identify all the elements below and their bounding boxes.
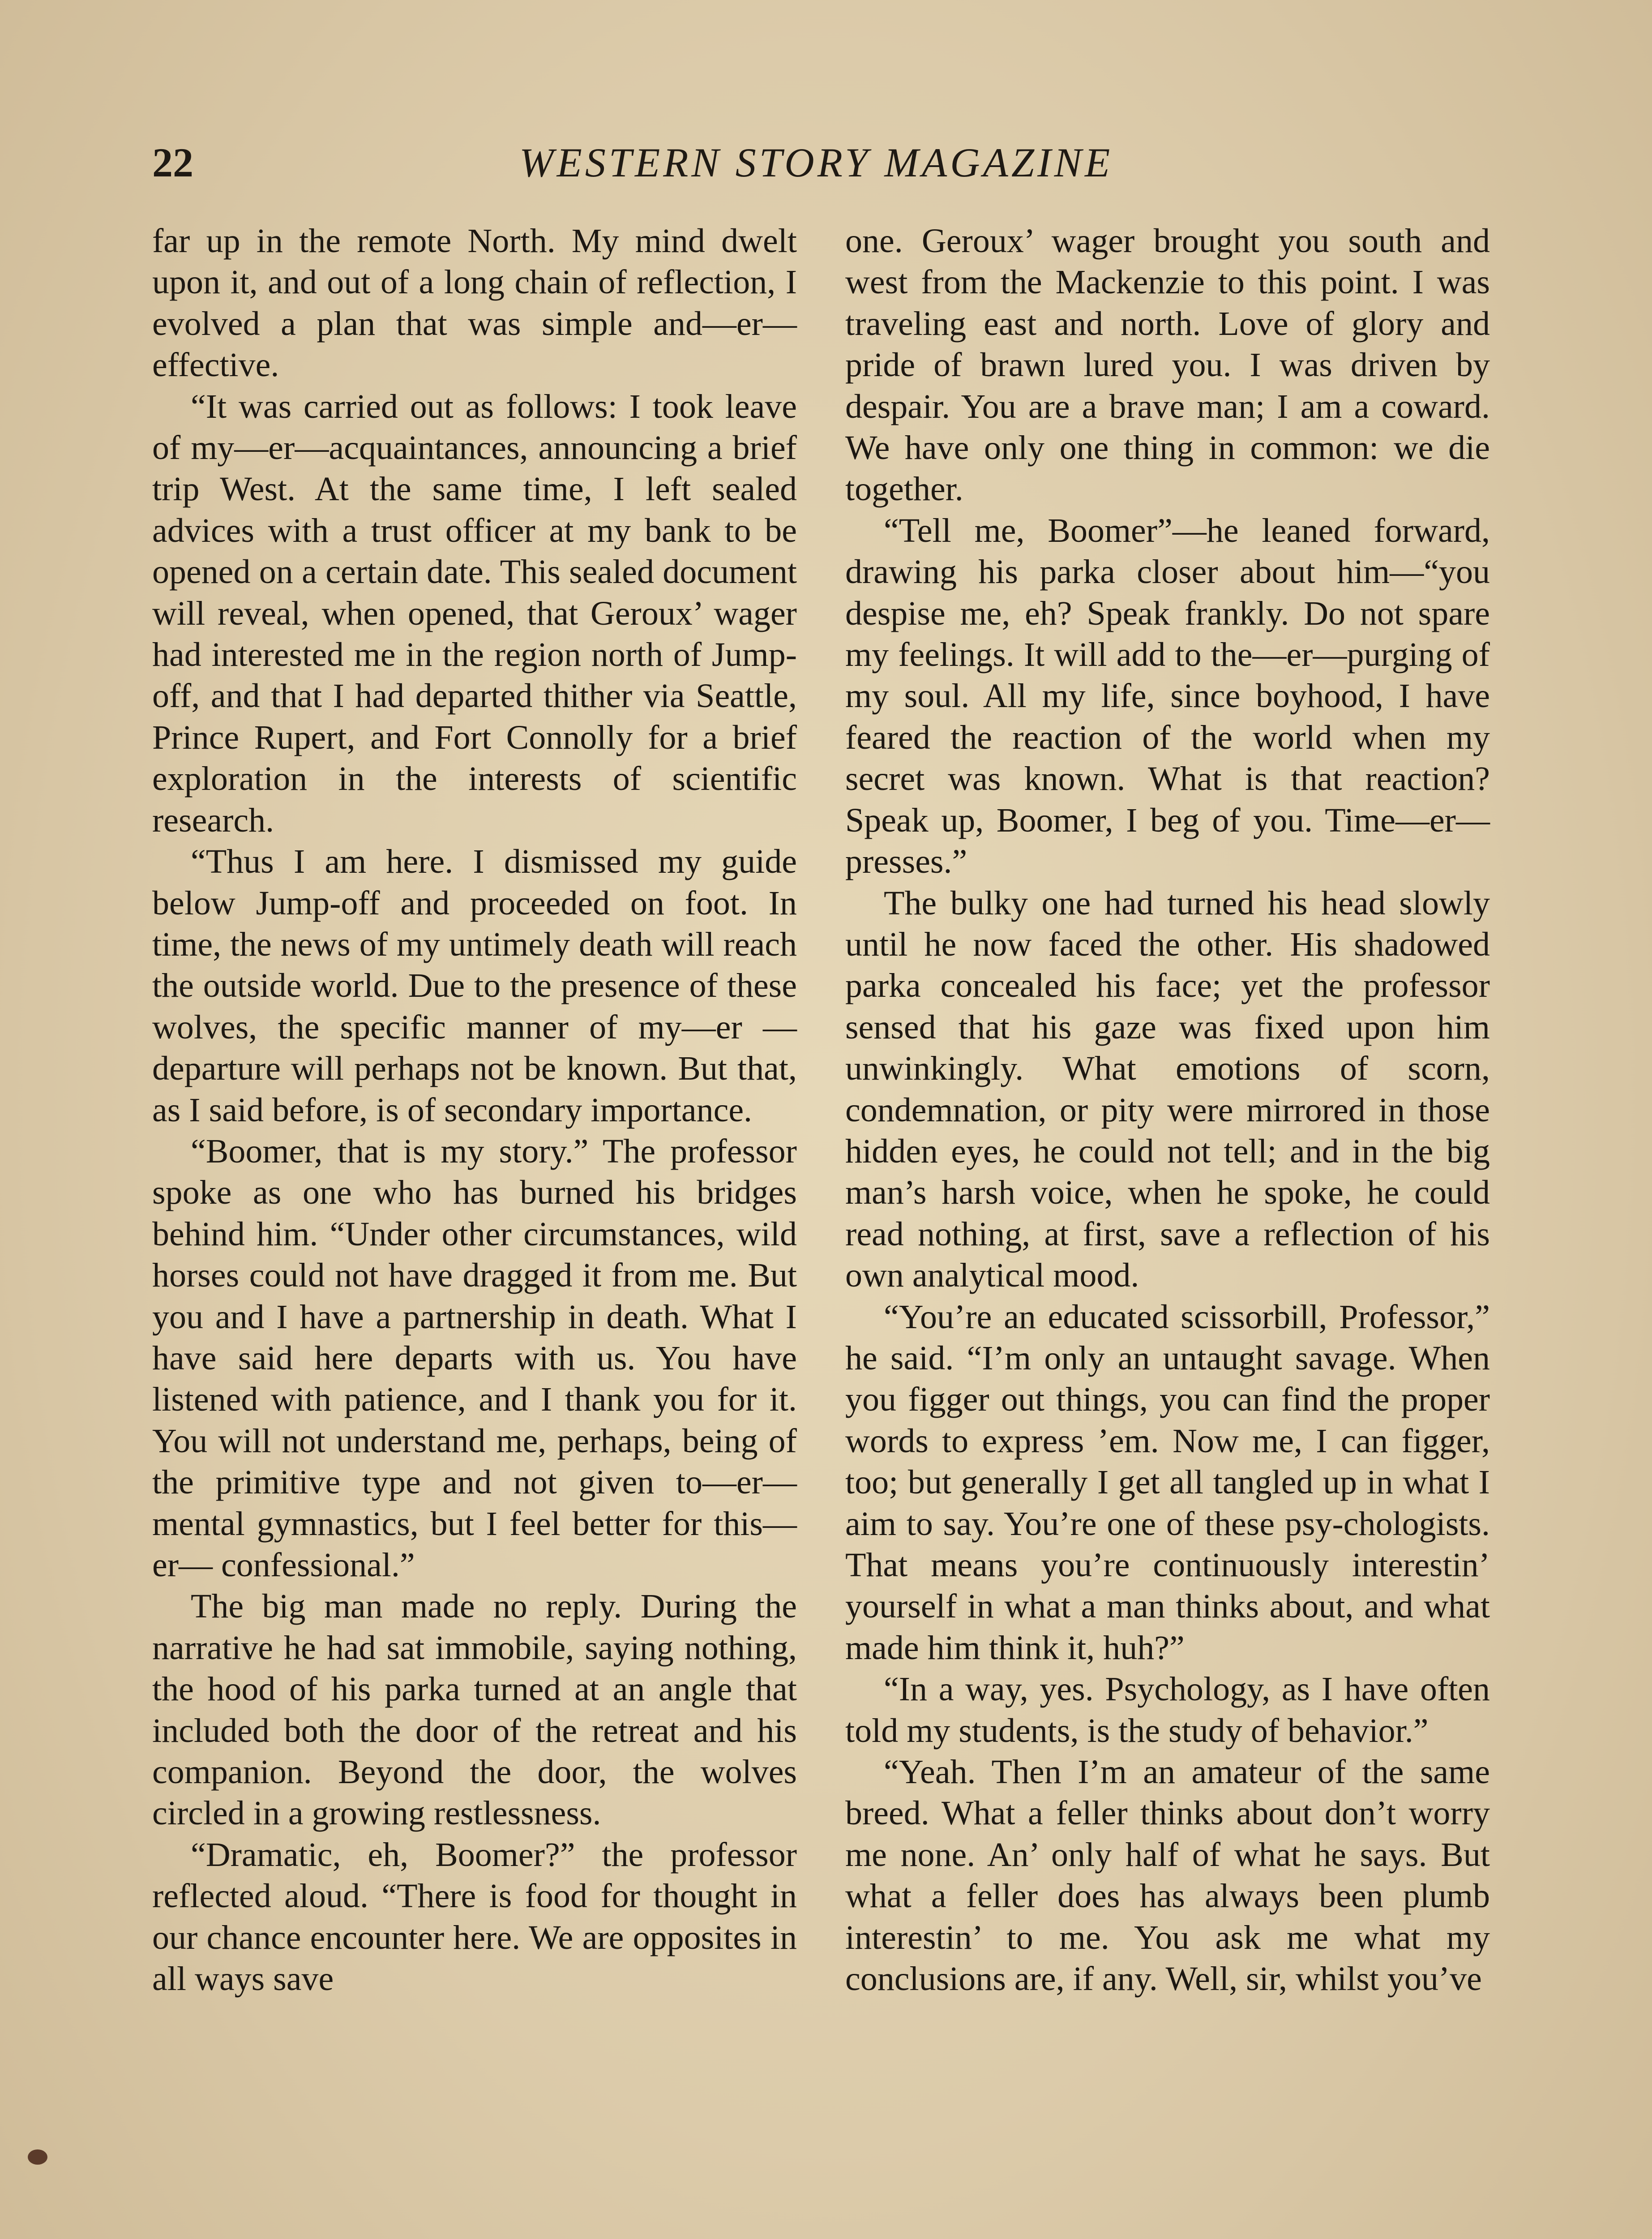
page-header: [152, 139, 1500, 193]
paragraph: “In a way, yes. Psychology, as I have often told my students, is the study of behavior.”: [845, 1670, 1490, 1750]
ink-spot: [28, 2149, 47, 2165]
right-column: [845, 220, 1490, 1999]
left-column: [152, 220, 797, 1999]
page-number: 22: [152, 140, 193, 185]
paragraph: “It was carried out as follows: I took leave of my—er—acquaintances, announcing a brief trip West. At the same time, I left sealed advices with a trust officer at my bank to be opened on a certain date. This sealed document will reveal, when opened, that Geroux’ wager had interested me in the region north of Jump-off, and that I had departed thither via Seattle, Prince Rupert, and Fort Connolly for a brief exploration in the interests of scientific research.: [152, 387, 797, 839]
paragraph: “Tell me, Boomer”—he leaned forward, drawing his parka closer about him—“you despise me, eh? Speak frankly. Do not spare my feelings. It will add to the—er—purging of my soul. All my life, since boyhood, I have feared the reaction of the world when my secret was known. What is that reaction? Speak up, Boomer, I beg of you. Time—er—presses.”: [845, 511, 1490, 881]
paragraph: “Boomer, that is my story.” The professor spoke as one who has burned his bridges behind him. “Under other circumstances, wild horses could not have dragged it from me. But you and I have a partnership in death. What I have said here departs with us. You have listened with patience, and I thank you for it. You will not understand me, perhaps, being of the primitive type and not given to—er—mental gymnastics, but I feel better for this—er— confessional.”: [152, 1132, 797, 1584]
paragraph: “Dramatic, eh, Boomer?” the professor reflected aloud. “There is food for thought in our chance encounter here. We are opposites in all ways save: [152, 1836, 797, 1998]
running-title: WESTERN STORY MAGAZINE: [519, 140, 1113, 185]
paragraph: The bulky one had turned his head slowly until he now faced the other. His shadowed parka concealed his face; yet the professor sensed that his gaze was fixed upon him unwinkingly. What emotions of scorn, condemnation, or pity were mirrored in those hidden eyes, he could not tell; and in the big man’s harsh voice, when he spoke, he could read nothing, at first, save a reflection of his own analytical mood.: [845, 884, 1490, 1295]
paragraph: one. Geroux’ wager brought you south and west from the Mackenzie to this point. I was traveling east and north. Love of glory and pride of brawn lured you. I was driven by despair. You are a brave man; I am a coward. We have only one thing in common: we die together.: [845, 222, 1490, 508]
paragraph: far up in the remote North. My mind dwelt upon it, and out of a long chain of reflection, I evolved a plan that was simple and—er—effective.: [152, 222, 797, 384]
paragraph: The big man made no reply. During the narrative he had sat immobile, saying nothing, the hood of his parka turned at an angle that included both the door of the retreat and his companion. Beyond the door, the wolves circled in a growing restlessness.: [152, 1587, 797, 1832]
paragraph: “Yeah. Then I’m an amateur of the same breed. What a feller thinks about don’t worry me none. An’ only half of what he says. But what a feller does has always been plumb interestin’ to me. You ask me what my conclusions are, if any. Well, sir, whilst you’ve: [845, 1753, 1490, 1998]
paragraph: “Thus I am here. I dismissed my guide below Jump-off and proceeded on foot. In time, the news of my untimely death will reach the outside world. Due to the presence of these wolves, the specific manner of my—er —departure will perhaps not be known. But that, as I said before, is of secondary importance.: [152, 843, 797, 1129]
paragraph: “You’re an educated scissorbill, Professor,” he said. “I’m only an untaught savage. When you figger out things, you can find the proper words to express ’em. Now me, I can figger, too; but generally I get all tangled up in what I aim to say. You’re one of these psy-chologists. That means you’re continuously interestin’ yourself in what a man thinks about, and what made him think it, huh?”: [845, 1298, 1490, 1667]
